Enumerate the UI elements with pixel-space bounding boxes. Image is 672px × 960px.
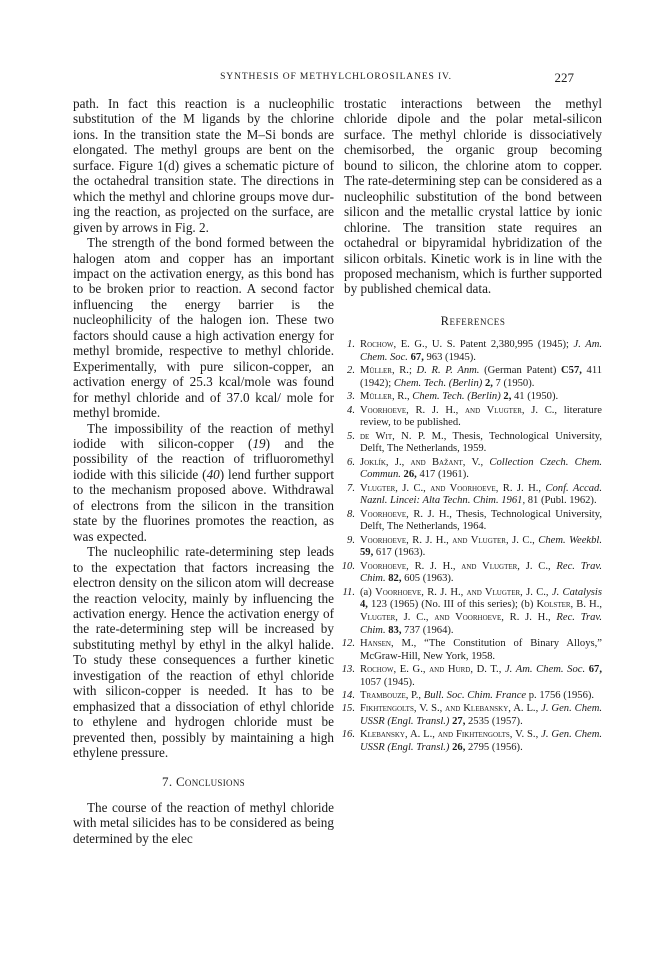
reference-text: J. Am. Chem. Soc. bbox=[504, 664, 586, 676]
reference-text: , bbox=[532, 534, 539, 546]
reference-number: 6. bbox=[347, 456, 355, 468]
reference-text: Voorhoeve, R. J. H., and Vlugter, J. C. bbox=[375, 586, 546, 598]
references-heading: References bbox=[440, 313, 506, 328]
left-column bbox=[73, 96, 334, 846]
paragraph: The strength of the bond formed between the halogen atom and copper has an important impact on the activation energy, as this bond has to be broken prior to reaction. A second factor influencing the energy barrier is the nucleophilicity of the halogen ion. These two factors should cause a high activation energy for methyl bromide, respective to methyl chloride. Experimentally, with pure silicon-copper, an activation energy of 25.3 kcal/mole was found for methyl chloride and of 37.0 kcal/ mole for methyl bromide. bbox=[73, 235, 334, 421]
paragraph: trostatic interactions between the methyl chloride dipole and the polar metal-silicon surface. The methyl chloride is dissociatively chemisorbed, the organic group becoming bound to silicon, the chlorine atom to copper. The rate-determining step can be considered as a nucleophilic substitution of the bond between silicon and the metallic crystal lattice by ionic chlorine. The transition state requires an octahedral or bipyramidal hybridization of the silicon orbitals. Kinetic work is in line with the proposed mechanism, which is further supported by published chemical data. bbox=[344, 96, 602, 297]
reference-text: 26, bbox=[449, 742, 466, 754]
reference-text: 82, bbox=[385, 573, 402, 585]
reference-item bbox=[344, 535, 602, 561]
reference-text: J. Gen. Chem. USSR (Engl. Transl.) bbox=[360, 729, 603, 754]
section-heading-conclusions: 7. Conclusions bbox=[162, 774, 245, 790]
reference-text: 411 (1942); bbox=[360, 365, 603, 390]
right-column bbox=[341, 96, 603, 755]
reference-text: ; bbox=[408, 365, 417, 377]
reference-text: 123 (1965) (No. III of this series); (b) bbox=[367, 599, 537, 611]
paragraph-text: ) lend further support to the mechanism proposed above. Withdrawal of electrons from the silicon in the transition state by the fluorines promotes the reaction, as was expected. bbox=[73, 466, 334, 544]
reference-number: 5. bbox=[347, 430, 355, 442]
reference-number: 12. bbox=[341, 638, 355, 650]
reference-number: 11. bbox=[342, 586, 355, 598]
reference-text: Hansen, M. bbox=[360, 638, 414, 650]
reference-text: , bbox=[418, 690, 424, 702]
reference-text: Trambouze, P. bbox=[360, 690, 419, 702]
paragraph: The nucleophilic rate-determining step leads to the expectation that factors increasing the electron density on the silicon atom will decrease the reaction velocity, mainly by influencing the activation energy. Hence the activation energy of the rate-determining step will be increased by substituting methyl by ethyl in the alkyl halide. To study these consequences a further kinetic investigation of the reaction of ethyl chloride with silicon-copper is needed. It has to be emphasized that a dissociation of ethyl chloride to ethylene and hydrogen chloride must be prevented then, possibly by maintaining a high ethylene pressure. bbox=[73, 544, 334, 761]
reference-item bbox=[341, 638, 602, 664]
reference-text: 963 (1945). bbox=[423, 352, 476, 364]
reference-text: , bbox=[535, 703, 542, 715]
paragraph-text: The impossibility of the reaction of methyl iodide with silicon-copper ( bbox=[73, 420, 334, 451]
reference-text: , bbox=[406, 391, 413, 403]
reference-text: 67, bbox=[585, 664, 602, 676]
reference-item bbox=[344, 457, 602, 483]
reference-text: 7 (1950). bbox=[492, 378, 535, 390]
reference-text: , Thesis, Technological University, Delft, The Netherlands, 1959. bbox=[360, 430, 602, 455]
reference-text: , bbox=[480, 456, 490, 468]
reference-text: 2, bbox=[500, 391, 512, 403]
reference-text: Rec. Trav. Chim. bbox=[360, 560, 602, 585]
reference-text: 2, bbox=[482, 378, 493, 390]
reference-number: 2. bbox=[347, 365, 355, 377]
reference-text: Bull. Soc. Chim. France bbox=[423, 690, 527, 702]
reference-text: Chem. Weekbl. bbox=[538, 534, 602, 546]
reference-item bbox=[344, 339, 602, 365]
reference-text: 2535 (1957). bbox=[465, 716, 523, 728]
running-head: SYNTHESIS OF METHYLCHLOROSILANES IV. bbox=[220, 72, 452, 82]
reference-text: Voorhoeve, R. J. H., and Vlugter, J. C. bbox=[360, 560, 548, 572]
paragraph bbox=[73, 421, 334, 545]
reference-text: (German Patent) bbox=[479, 365, 561, 377]
page-number: 227 bbox=[554, 70, 574, 85]
reference-item bbox=[344, 405, 602, 431]
reference-text: p. 1756 (1956). bbox=[526, 690, 595, 702]
reference-text: 81 (Publ. 1962). bbox=[525, 495, 597, 507]
reference-text: , U. S. Patent 2,380,995 (1945); bbox=[424, 339, 574, 351]
reference-number: 9. bbox=[347, 534, 355, 546]
paragraph-text: ) and the possibility of the reaction of trifluoromethyl iodide with this silicide ( bbox=[73, 435, 334, 482]
paragraph: path. In fact this reaction is a nucleophilic substitution of the M ligands by the chlorine ions. In the transition state the M–Si bonds are elongated. The methyl groups are bent on the surface. Figure 1(d) gives a schematic picture of the octahedral transition state. The directions in which the methyl and chlorine groups move during the reaction, as projected on the surface, are given by arrows in Fig. 2. bbox=[73, 96, 334, 235]
reference-text: J. Am. Chem. Soc. bbox=[360, 339, 603, 364]
reference-text: Chem. Tech. (Berlin) bbox=[412, 391, 501, 403]
reference-text: 617 (1963). bbox=[373, 547, 426, 559]
reference-text: Müller, R. bbox=[360, 365, 409, 377]
reference-text: 59, bbox=[360, 547, 374, 559]
reference-text: (a) bbox=[360, 586, 376, 598]
reference-number: 14. bbox=[341, 690, 355, 702]
reference-text: Voorhoeve, R. J. H. bbox=[360, 508, 450, 520]
reference-item bbox=[341, 703, 603, 729]
reference-number: 10. bbox=[341, 560, 355, 572]
reference-text: Chem. Tech. (Berlin) bbox=[393, 378, 483, 390]
reference-text: , bbox=[547, 612, 557, 624]
paragraph: The course of the reaction of methyl chloride with metal silicides has to be considered as being determined by the elec bbox=[73, 799, 334, 846]
reference-text: , bbox=[498, 664, 505, 676]
reference-item bbox=[341, 729, 603, 755]
reference-text: , bbox=[545, 586, 552, 598]
reference-item bbox=[344, 391, 602, 404]
reference-text: Rochow, E. G., and Hurd, D. T. bbox=[360, 664, 499, 676]
reference-text: 67, bbox=[407, 352, 424, 364]
reference-text: , literature review, to be published. bbox=[360, 404, 602, 429]
reference-text: Müller, R. bbox=[360, 391, 407, 403]
reference-item bbox=[341, 690, 602, 703]
reference-text: 4, bbox=[360, 599, 368, 611]
citation-ref: 19 bbox=[252, 435, 266, 451]
reference-text: C57, bbox=[561, 365, 582, 377]
reference-item bbox=[344, 483, 602, 509]
reference-text: 26, bbox=[400, 469, 417, 481]
reference-text: Vlugter, J. C., and Voorhoeve, R. J. H. bbox=[360, 482, 539, 494]
reference-number: 8. bbox=[347, 508, 355, 520]
reference-text: , “The Constitution of Binary Alloys,” McGraw-Hill, New York, 1958. bbox=[360, 638, 602, 662]
reference-text: D. R. P. Anm. bbox=[416, 365, 480, 377]
reference-text: Klebansky, A. L., and Fikhtengolts, V. S. bbox=[360, 729, 536, 741]
reference-text: , bbox=[538, 482, 546, 494]
reference-item bbox=[344, 431, 602, 457]
reference-text: Collection Czech. Chem. Commun. bbox=[360, 456, 602, 481]
reference-text: Conf. Accad. Naznl. Lincei: Alta Techn. Chim. 1961, bbox=[360, 482, 602, 507]
reference-list bbox=[341, 339, 603, 755]
reference-text: Fikhtengolts, V. S., and Klebansky, A. L. bbox=[360, 703, 536, 715]
reference-number: 1. bbox=[347, 339, 355, 351]
reference-item bbox=[344, 509, 602, 535]
reference-text: Voorhoeve, R. J. H., and Vlugter, J. C. bbox=[360, 404, 555, 416]
reference-item bbox=[344, 365, 602, 391]
reference-number: 16. bbox=[341, 729, 355, 741]
reference-text: 737 (1964). bbox=[401, 624, 454, 636]
reference-text: Rec. Trav. Chim. bbox=[360, 612, 602, 636]
reference-text: 1057 (1945). bbox=[360, 676, 415, 688]
reference-number: 7. bbox=[347, 482, 355, 494]
reference-text: J. Catalysis bbox=[551, 586, 602, 598]
reference-text: Joklík, J., and Bažant, V. bbox=[360, 456, 481, 468]
reference-text: , bbox=[535, 729, 542, 741]
reference-text: Voorhoeve, R. J. H., and Vlugter, J. C. bbox=[360, 534, 533, 546]
reference-text: 41 (1950). bbox=[511, 391, 559, 403]
reference-text: J. Gen. Chem. USSR (Engl. Transl.) bbox=[360, 703, 603, 728]
reference-text: de Wit, N. P. M. bbox=[360, 430, 444, 442]
reference-text: 605 (1963). bbox=[401, 573, 454, 585]
reference-text: Kolster, B. H., Vlugter, J. C., and Voorhoeve, R. J. H. bbox=[360, 599, 602, 624]
reference-number: 15. bbox=[341, 703, 355, 715]
reference-text: 83, bbox=[385, 624, 402, 636]
reference-number: 4. bbox=[347, 404, 355, 416]
citation-ref: 40 bbox=[206, 466, 220, 482]
reference-text: 417 (1961). bbox=[416, 469, 469, 481]
reference-text: , Thesis, Technological University, Delft, The Netherlands, 1964. bbox=[360, 508, 602, 533]
reference-item bbox=[344, 587, 602, 638]
reference-item bbox=[341, 664, 602, 690]
reference-item bbox=[341, 560, 602, 587]
reference-number: 3. bbox=[347, 391, 355, 403]
reference-number: 13. bbox=[341, 664, 355, 676]
reference-text: , bbox=[547, 560, 557, 572]
reference-text: 2795 (1956). bbox=[465, 742, 523, 754]
reference-text: 27, bbox=[449, 716, 466, 728]
reference-text: Rochow, E. G. bbox=[360, 339, 425, 351]
